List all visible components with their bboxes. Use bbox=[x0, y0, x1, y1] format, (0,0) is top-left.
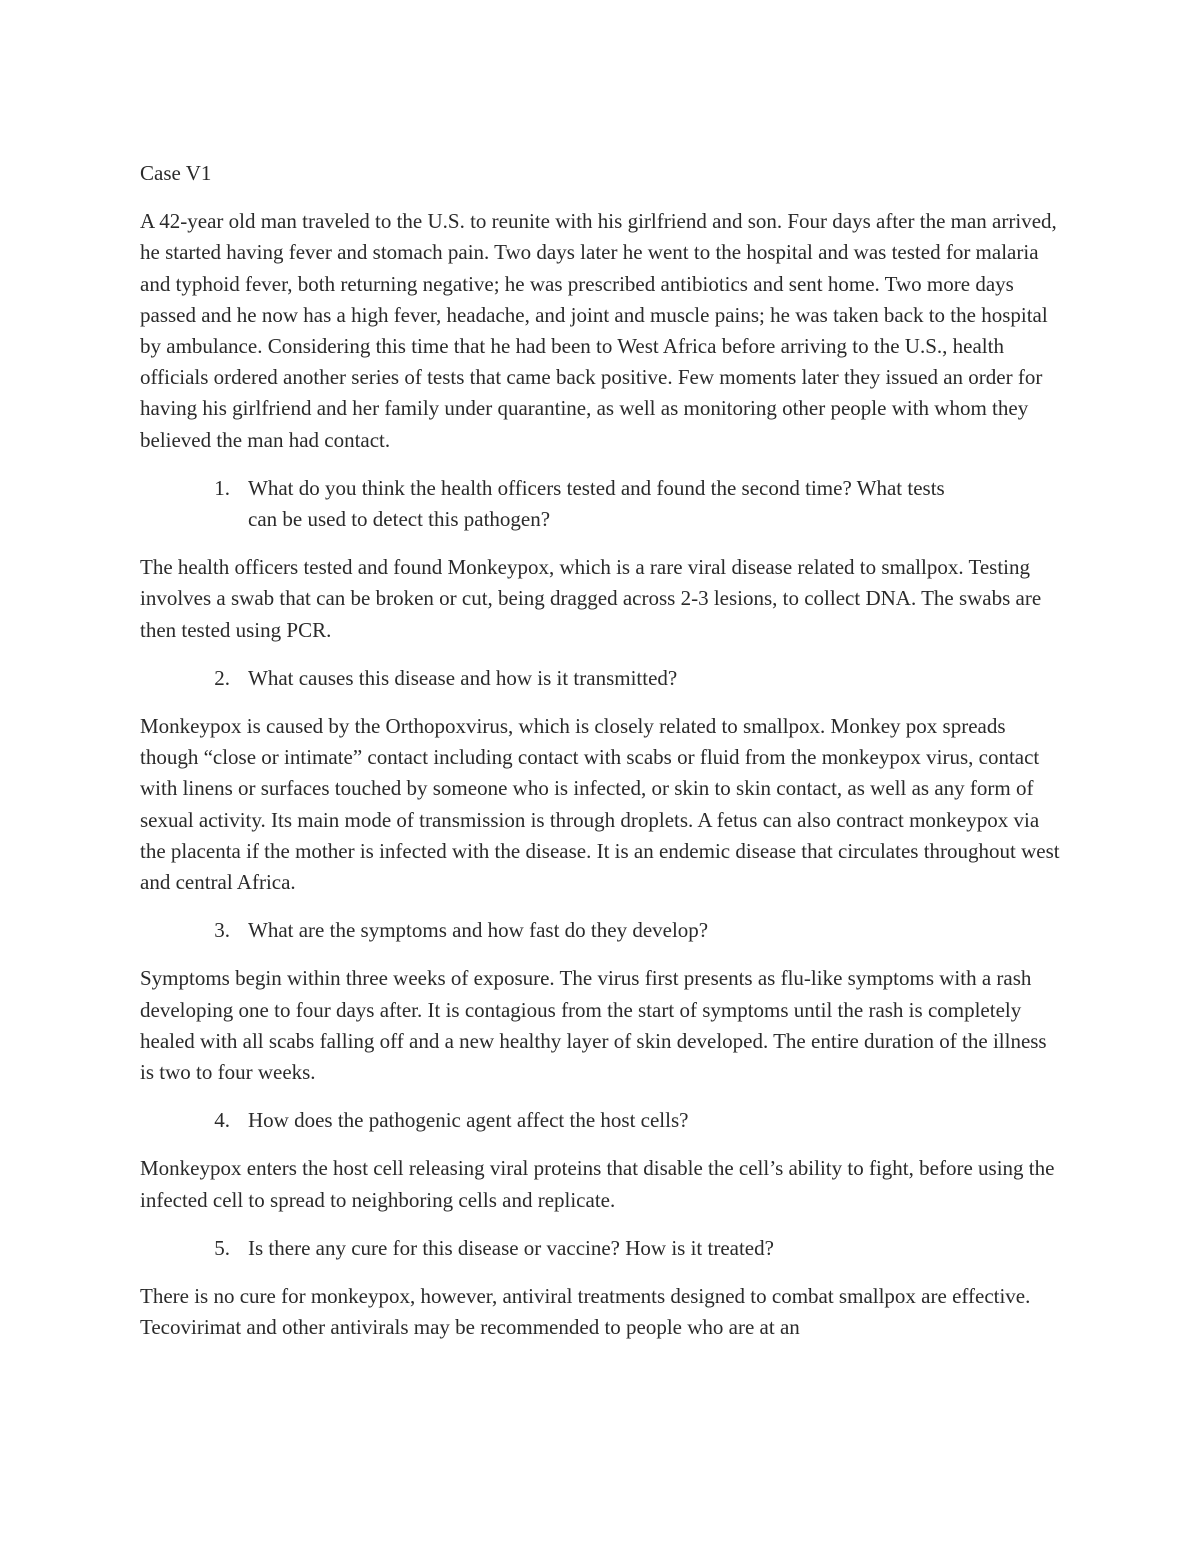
question-number: 4. bbox=[214, 1108, 230, 1133]
question-number: 3. bbox=[214, 918, 230, 943]
document-title: Case V1 bbox=[140, 161, 212, 185]
question-text: What causes this disease and how is it transmitted? bbox=[248, 665, 678, 690]
question-text: What are the symptoms and how fast do they develop? bbox=[248, 918, 709, 943]
question-text: Is there any cure for this disease or vaccine? How is it treated? bbox=[248, 1235, 774, 1260]
question-5 bbox=[140, 1233, 1065, 1264]
question-4 bbox=[140, 1105, 1065, 1136]
answer-5: There is no cure for monkeypox, however, antiviral treatments designed to combat smallpox are effective. Tecovirimat and other antivirals may be recommended to people who are at an bbox=[140, 1284, 1031, 1340]
document-body bbox=[140, 158, 1065, 1361]
case-intro-paragraph: A 42-year old man traveled to the U.S. to reunite with his girlfriend and son. Four days after the man arrived, he started having fever and stomach pain. Two days later he went to the hospital and was tested for malaria and typhoid fever, both returning negative; he was prescribed antibiotics and sent home. Two more days passed and he now has a high fever, headache, and joint and muscle pains; he was taken back to the hospital by ambulance. Considering this time that he had been to West Africa before arriving to the U.S., health officials ordered another series of tests that came back positive. Few moments later they issued an order for having his girlfriend and her family under quarantine, as well as monitoring other people with whom they believed the man had contact. bbox=[140, 209, 1057, 452]
question-3 bbox=[140, 915, 1065, 946]
question-number: 1. bbox=[214, 475, 230, 500]
answer-3: Symptoms begin within three weeks of exposure. The virus first presents as flu-like symptoms with a rash developing one to four days after. It is contagious from the start of symptoms until the rash is completely healed with all scabs falling off and a new healthy layer of skin developed. The entire duration of the illness is two to four weeks. bbox=[140, 966, 1047, 1085]
answer-1: The health officers tested and found Monkeypox, which is a rare viral disease related to smallpox. Testing involves a swab that can be broken or cut, being dragged across 2-3 lesions, to collect DNA. The swabs are then tested using PCR. bbox=[140, 555, 1042, 642]
question-2 bbox=[140, 663, 1065, 694]
question-number: 2. bbox=[214, 665, 230, 690]
answer-2: Monkeypox is caused by the Orthopoxvirus, which is closely related to smallpox. Monkey pox spreads though “close or intimate” contact including contact with scabs or fluid from the monkeypox virus, contact with linens or surfaces touched by someone who is infected, or skin to skin contact, as well as any form of sexual activity. Its main mode of transmission is through droplets. A fetus can also contract monkeypox via the placenta if the mother is infected with the disease. It is an endemic disease that circulates throughout west and central Africa. bbox=[140, 714, 1060, 895]
question-1 bbox=[140, 473, 1065, 535]
question-number: 5. bbox=[214, 1235, 230, 1260]
answer-4: Monkeypox enters the host cell releasing viral proteins that disable the cell’s ability to fight, before using the infected cell to spread to neighboring cells and replicate. bbox=[140, 1156, 1055, 1212]
question-text: How does the pathogenic agent affect the host cells? bbox=[248, 1108, 689, 1133]
question-text: What do you think the health officers tested and found the second time? What tests can be used to detect this pathogen? bbox=[248, 475, 945, 532]
